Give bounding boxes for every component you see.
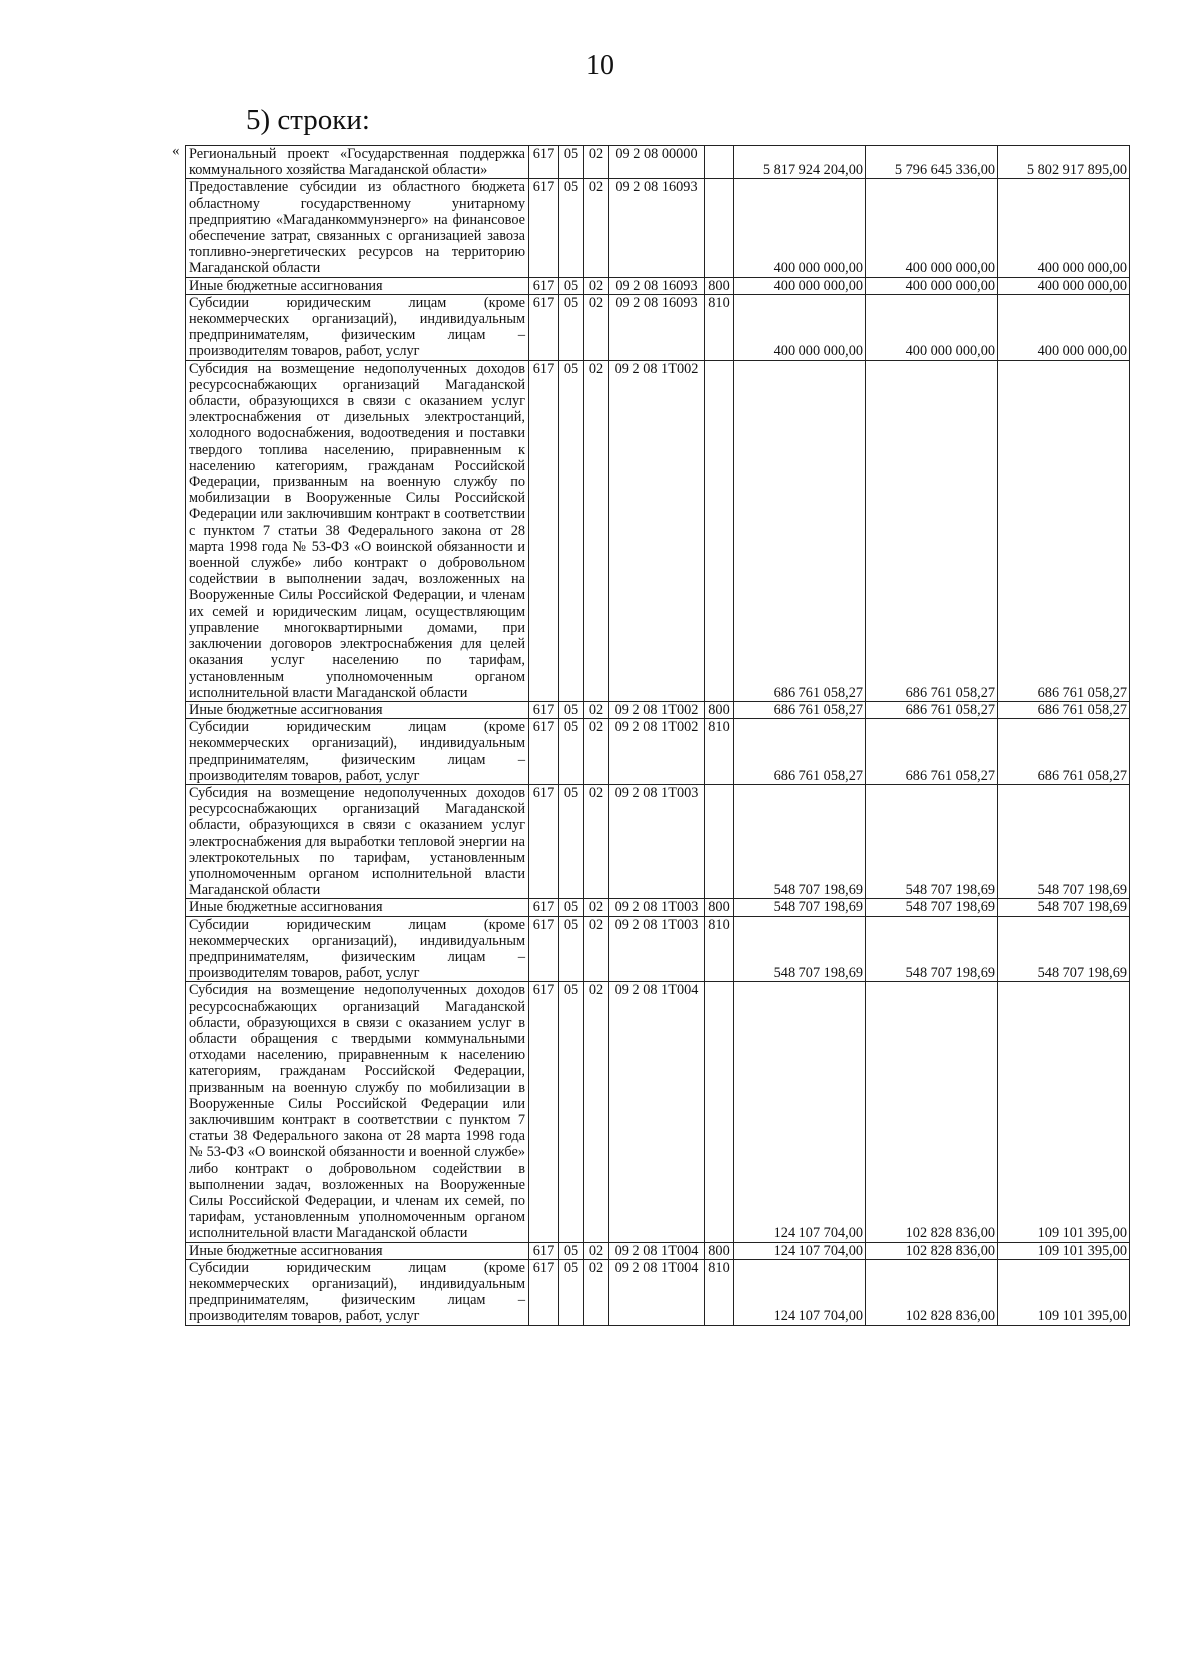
section-code-cell: 05 <box>559 916 584 982</box>
row-name-cell: Иные бюджетные ассигнования <box>186 701 529 718</box>
page-number: 10 <box>586 50 614 81</box>
subsection-code-cell: 02 <box>584 899 609 916</box>
amount-year2-cell: 686 761 058,27 <box>866 360 998 701</box>
amount-year1-cell: 548 707 198,69 <box>734 784 866 898</box>
expense-type-cell <box>705 784 734 898</box>
subsection-code-cell: 02 <box>584 784 609 898</box>
row-name-cell: Субсидии юридическим лицам (кроме некоммерческих организаций), индивидуальным предпринимателям, физическим лицам – производителям товаров, работ, услуг <box>186 1259 529 1325</box>
row-name-cell: Субсидии юридическим лицам (кроме некоммерческих организаций), индивидуальным предпринимателям, физическим лицам – производителям товаров, работ, услуг <box>186 719 529 785</box>
row-name-cell: Субсидия на возмещение недополученных доходов ресурсоснабжающих организаций Магаданской области, образующихся в связи с оказанием услуг электроснабжения для выработки тепловой энергии на электрокотельных по тарифам, установленным уполномоченным органом исполнительной власти Магаданской области <box>186 784 529 898</box>
amount-year1-cell: 400 000 000,00 <box>734 277 866 294</box>
table-row <box>186 719 1130 785</box>
table-row <box>186 1259 1130 1325</box>
amount-year1-cell: 5 817 924 204,00 <box>734 146 866 179</box>
amount-year2-cell: 686 761 058,27 <box>866 719 998 785</box>
row-name-cell: Субсидии юридическим лицам (кроме некоммерческих организаций), индивидуальным предпринимателям, физическим лицам – производителям товаров, работ, услуг <box>186 294 529 360</box>
subsection-code-cell: 02 <box>584 294 609 360</box>
amount-year2-cell: 548 707 198,69 <box>866 899 998 916</box>
amount-year2-cell: 102 828 836,00 <box>866 1242 998 1259</box>
row-name-cell: Иные бюджетные ассигнования <box>186 899 529 916</box>
ministry-code-cell: 617 <box>529 982 559 1242</box>
target-article-cell: 09 2 08 1Т002 <box>609 360 705 701</box>
section-code-cell: 05 <box>559 294 584 360</box>
amount-year3-cell: 686 761 058,27 <box>998 701 1130 718</box>
amount-year3-cell: 109 101 395,00 <box>998 1259 1130 1325</box>
subsection-code-cell: 02 <box>584 146 609 179</box>
table-row <box>186 1242 1130 1259</box>
table-row <box>186 179 1130 277</box>
ministry-code-cell: 617 <box>529 701 559 718</box>
target-article-cell: 09 2 08 1Т002 <box>609 719 705 785</box>
subsection-code-cell: 02 <box>584 1242 609 1259</box>
ministry-code-cell: 617 <box>529 360 559 701</box>
expense-type-cell: 810 <box>705 719 734 785</box>
expense-type-cell: 800 <box>705 899 734 916</box>
amount-year2-cell: 5 796 645 336,00 <box>866 146 998 179</box>
amount-year1-cell: 686 761 058,27 <box>734 360 866 701</box>
expense-type-cell: 800 <box>705 277 734 294</box>
section-code-cell: 05 <box>559 146 584 179</box>
section-code-cell: 05 <box>559 784 584 898</box>
ministry-code-cell: 617 <box>529 277 559 294</box>
table-row <box>186 360 1130 701</box>
amount-year2-cell: 400 000 000,00 <box>866 294 998 360</box>
section-code-cell: 05 <box>559 982 584 1242</box>
expense-type-cell: 810 <box>705 916 734 982</box>
target-article-cell: 09 2 08 16093 <box>609 277 705 294</box>
target-article-cell: 09 2 08 1Т004 <box>609 1242 705 1259</box>
expense-type-cell: 810 <box>705 1259 734 1325</box>
amount-year3-cell: 548 707 198,69 <box>998 899 1130 916</box>
expense-type-cell: 800 <box>705 1242 734 1259</box>
row-name-cell: Субсидии юридическим лицам (кроме некоммерческих организаций), индивидуальным предпринимателям, физическим лицам – производителям товаров, работ, услуг <box>186 916 529 982</box>
amount-year2-cell: 102 828 836,00 <box>866 1259 998 1325</box>
subsection-code-cell: 02 <box>584 179 609 277</box>
table-row <box>186 916 1130 982</box>
row-name-cell: Региональный проект «Государственная поддержка коммунального хозяйства Магаданской области» <box>186 146 529 179</box>
expense-type-cell <box>705 146 734 179</box>
ministry-code-cell: 617 <box>529 899 559 916</box>
ministry-code-cell: 617 <box>529 179 559 277</box>
target-article-cell: 09 2 08 1Т003 <box>609 784 705 898</box>
section-code-cell: 05 <box>559 277 584 294</box>
table-row <box>186 701 1130 718</box>
table-row <box>186 146 1130 179</box>
target-article-cell: 09 2 08 1Т002 <box>609 701 705 718</box>
target-article-cell: 09 2 08 1Т003 <box>609 899 705 916</box>
row-name-cell: Иные бюджетные ассигнования <box>186 277 529 294</box>
subsection-code-cell: 02 <box>584 1259 609 1325</box>
expense-type-cell <box>705 982 734 1242</box>
amount-year3-cell: 548 707 198,69 <box>998 916 1130 982</box>
target-article-cell: 09 2 08 1Т003 <box>609 916 705 982</box>
row-name-cell: Предоставление субсидии из областного бюджета областному государственному унитарному предприятию «Магаданкоммунэнерго» на финансовое обеспечение затрат, связанных с организацией завоза топливно-энергетических ресурсов на территорию Магаданской области <box>186 179 529 277</box>
amount-year3-cell: 400 000 000,00 <box>998 294 1130 360</box>
ministry-code-cell: 617 <box>529 1259 559 1325</box>
section-code-cell: 05 <box>559 360 584 701</box>
amount-year3-cell: 400 000 000,00 <box>998 277 1130 294</box>
ministry-code-cell: 617 <box>529 916 559 982</box>
table-body <box>186 146 1130 1326</box>
row-name-cell: Иные бюджетные ассигнования <box>186 1242 529 1259</box>
amount-year3-cell: 686 761 058,27 <box>998 719 1130 785</box>
amount-year2-cell: 400 000 000,00 <box>866 179 998 277</box>
subsection-code-cell: 02 <box>584 277 609 294</box>
section-code-cell: 05 <box>559 1242 584 1259</box>
amount-year3-cell: 109 101 395,00 <box>998 1242 1130 1259</box>
table-row <box>186 277 1130 294</box>
target-article-cell: 09 2 08 16093 <box>609 294 705 360</box>
expense-type-cell: 800 <box>705 701 734 718</box>
amount-year2-cell: 548 707 198,69 <box>866 916 998 982</box>
amount-year2-cell: 548 707 198,69 <box>866 784 998 898</box>
amount-year3-cell: 548 707 198,69 <box>998 784 1130 898</box>
ministry-code-cell: 617 <box>529 146 559 179</box>
subsection-code-cell: 02 <box>584 360 609 701</box>
amount-year2-cell: 102 828 836,00 <box>866 982 998 1242</box>
amount-year1-cell: 124 107 704,00 <box>734 1242 866 1259</box>
ministry-code-cell: 617 <box>529 784 559 898</box>
budget-table <box>185 145 1130 1326</box>
amount-year1-cell: 124 107 704,00 <box>734 1259 866 1325</box>
ministry-code-cell: 617 <box>529 719 559 785</box>
amount-year3-cell: 109 101 395,00 <box>998 982 1130 1242</box>
subsection-code-cell: 02 <box>584 719 609 785</box>
table-row <box>186 784 1130 898</box>
section-heading: 5) строки: <box>246 104 370 136</box>
section-code-cell: 05 <box>559 179 584 277</box>
opening-quote-mark: « <box>172 143 180 159</box>
amount-year2-cell: 400 000 000,00 <box>866 277 998 294</box>
amount-year1-cell: 400 000 000,00 <box>734 294 866 360</box>
table-row <box>186 899 1130 916</box>
section-code-cell: 05 <box>559 899 584 916</box>
amount-year1-cell: 548 707 198,69 <box>734 916 866 982</box>
section-code-cell: 05 <box>559 701 584 718</box>
row-name-cell: Субсидия на возмещение недополученных доходов ресурсоснабжающих организаций Магаданской области, образующихся в связи с оказанием услуг в области обращения с твердыми коммунальными отходами населению, приравненным к населению категориям, гражданам Российской Федерации, призванным на военную службу по мобилизации в Вооруженные Силы Российской Федерации или заключившим контракт в соответствии с пунктом 7 статьи 38 Федерального закона от 28 марта 1998 года № 53-ФЗ «О воинской обязанности и военной службе» либо контракт о добровольном содействии в выполнении задач, возложенных на Вооруженные Силы Российской Федерации, и членам их семей, по тарифам, установленным уполномоченным органом исполнительной власти Магаданской области <box>186 982 529 1242</box>
target-article-cell: 09 2 08 00000 <box>609 146 705 179</box>
table-row <box>186 294 1130 360</box>
amount-year1-cell: 548 707 198,69 <box>734 899 866 916</box>
section-code-cell: 05 <box>559 1259 584 1325</box>
target-article-cell: 09 2 08 1Т004 <box>609 982 705 1242</box>
ministry-code-cell: 617 <box>529 1242 559 1259</box>
amount-year2-cell: 686 761 058,27 <box>866 701 998 718</box>
ministry-code-cell: 617 <box>529 294 559 360</box>
expense-type-cell: 810 <box>705 294 734 360</box>
subsection-code-cell: 02 <box>584 982 609 1242</box>
amount-year1-cell: 686 761 058,27 <box>734 719 866 785</box>
target-article-cell: 09 2 08 16093 <box>609 179 705 277</box>
table-row <box>186 982 1130 1242</box>
section-code-cell: 05 <box>559 719 584 785</box>
subsection-code-cell: 02 <box>584 916 609 982</box>
target-article-cell: 09 2 08 1Т004 <box>609 1259 705 1325</box>
amount-year1-cell: 686 761 058,27 <box>734 701 866 718</box>
row-name-cell: Субсидия на возмещение недополученных доходов ресурсоснабжающих организаций Магаданской области, образующихся в связи с оказанием услуг электроснабжения от дизельных электростанций, холодного водоснабжения, водоотведения и поставки твердого топлива населению, приравненным к населению категориям, гражданам Российской Федерации, призванным на военную службу по мобилизации в Вооруженные Силы Российской Федерации или заключившим контракт в соответствии с пунктом 7 статьи 38 Федерального закона от 28 марта 1998 года № 53-ФЗ «О воинской обязанности и военной службе» либо контракт о добровольном содействии в выполнении задач, возложенных на Вооруженные Силы Российской Федерации, и членам их семей и юридическим лицам, осуществляющим управление многоквартирными домами, при заключении договоров электроснабжения для целей оказания услуг населению по тарифам, установленным уполномоченным органом исполнительной власти Магаданской области <box>186 360 529 701</box>
subsection-code-cell: 02 <box>584 701 609 718</box>
expense-type-cell <box>705 179 734 277</box>
amount-year3-cell: 5 802 917 895,00 <box>998 146 1130 179</box>
amount-year1-cell: 400 000 000,00 <box>734 179 866 277</box>
amount-year3-cell: 400 000 000,00 <box>998 179 1130 277</box>
amount-year3-cell: 686 761 058,27 <box>998 360 1130 701</box>
expense-type-cell <box>705 360 734 701</box>
amount-year1-cell: 124 107 704,00 <box>734 982 866 1242</box>
